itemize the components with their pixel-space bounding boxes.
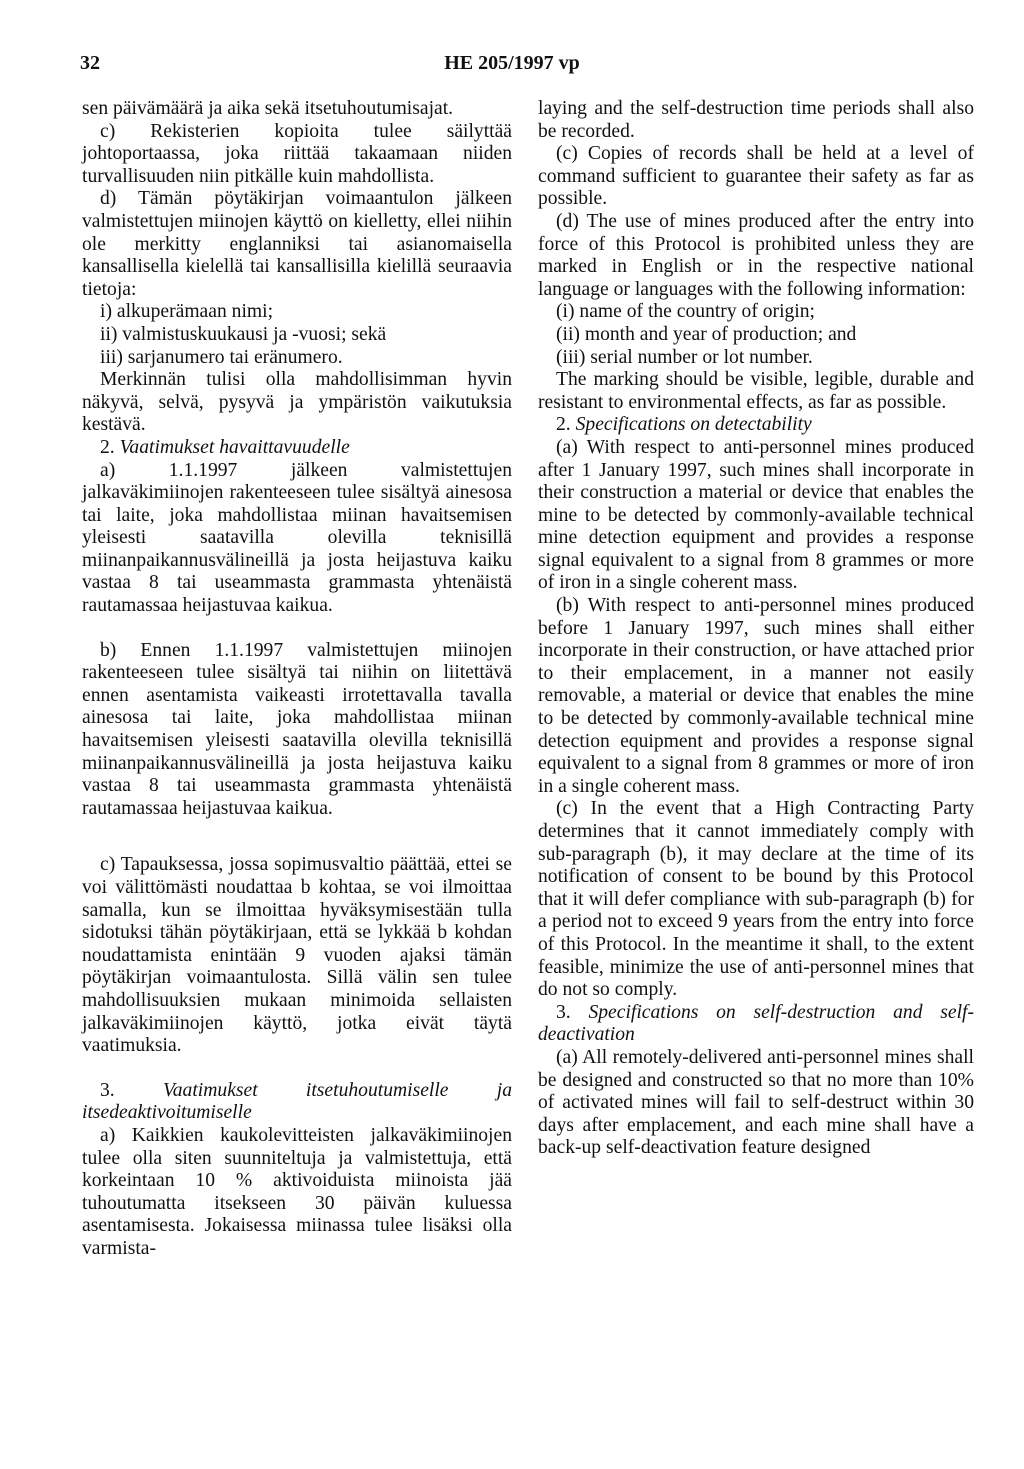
paragraph: b) Ennen 1.1.1997 valmistettujen miinojen rakenteeseen tulee sisältyä tai niihin on liitettävä ennen asentamista vaikeasti irrotettavalla tavalla ainesosa tai laite, joka mahdollistaa miinan havaitsemisen yleisesti saatavilla olevilla teknisillä miinanpaikannusvälineillä ja josta heijastuva kaiku vastaa 8 tai useammasta grammasta yhtenäistä rautamassaa heijastuvaa kaikua. (82, 639, 512, 819)
list-item: (i) name of the country of origin; (556, 301, 815, 323)
paragraph: (a) All remotely-delivered anti-personnel mines shall be designed and constructed so that no more than 10% of activated mines will fail to self-destruct within 30 days after emplacement, and each mine shall have a back-up self-deactivation feature designed (538, 1046, 974, 1159)
section-title: Vaatimukset havaittavuudelle (119, 436, 350, 458)
section-number: 3. (556, 1001, 571, 1023)
paragraph: Merkinnän tulisi olla mahdollisimman hyvin näkyvä, selvä, pysyvä ja ympäristön vaikutuksia kestävä. (82, 369, 512, 436)
section-title: Specifications on detectability (575, 414, 812, 436)
list-item: i) alkuperämaan nimi; (100, 301, 274, 323)
paragraph: (c) In the event that a High Contracting Party determines that it cannot immediately comply with sub-paragraph (b), it may declare at the time of its notification of consent to be bound by this Protocol that it will defer compliance with sub-paragraph (b) for a period not to exceed 9 years from the entry into force of this Protocol. In the meantime it shall, to the extent feasible, minimize the use of anti-personnel mines that do not so comply. (538, 798, 974, 1001)
list-item: (ii) month and year of production; and (556, 323, 857, 345)
paragraph: The marking should be visible, legible, durable and resistant to environmental effects, as far as possible. (538, 369, 974, 413)
section-title: Vaatimukset itsetuhoutumiselle ja itsedeaktivoitumiselle (82, 1079, 512, 1124)
list-item: iii) sarjanumero tai eränumero. (100, 346, 343, 368)
paragraph: (b) With respect to anti-personnel mines produced before 1 January 1997, such mines shall either incorporate in their construction, or have attached prior to their emplacement, in a manner not easily removable, a material or device that enables the mine to be detected by commonly-available technical mine detection equipment and provides a response signal equivalent to a signal from 8 grammes or more of iron in a single coherent mass. (538, 595, 974, 797)
paragraph: c) Rekisterien kopioita tulee säilyttää johtoportaassa, joka riittää takaamaan niiden turvallisuuden niin pitkälle kuin mahdollista. (82, 120, 512, 187)
section-heading (538, 414, 974, 437)
section-number: 2. (556, 414, 571, 436)
list-item: (iii) serial number or lot number. (556, 346, 813, 368)
paragraph: (c) Copies of records shall be held at a level of command sufficient to guarantee their safety as far as possible. (538, 143, 974, 210)
document-id: HE 205/1997 vp (444, 52, 580, 74)
section-number: 3. (100, 1079, 115, 1101)
paragraph: (a) With respect to anti-personnel mines produced after 1 January 1997, such mines shall incorporate in their construction a material or device that enables the mine to be detected by commonly-available technical mine detection equipment and provides a response signal equivalent to a signal from 8 grammes or more of iron in a single coherent mass. (538, 436, 974, 594)
section-number: 2. (100, 436, 115, 458)
paragraph: sen päivämäärä ja aika sekä itsetuhoutumisajat. (82, 98, 454, 119)
paragraph: a) 1.1.1997 jälkeen valmistettujen jalkaväkimiinojen rakenteeseen tulee sisältyä ainesosa tai laite, joka mahdollistaa miinan havaitsemisen yleisesti saatavilla olevilla teknisillä miinanpaikannusvälineillä ja josta heijastuva kaiku vastaa 8 tai useammasta grammasta yhtenäistä rautamassaa heijastuvaa kaikua. (82, 459, 512, 617)
paragraph: d) Tämän pöytäkirjan voimaantulon jälkeen valmistettujen miinojen käyttö on kielletty, ellei niihin ole merkitty englanniksi tai asianomaisella kansallisella kielellä tai kansallisilla kielillä seuraavia tietoja: (82, 188, 512, 300)
paragraph: c) Tapauksessa, jossa sopimusvaltio päättää, ettei se voi välittömästi noudattaa b kohtaa, se voi ilmoittaa samalla, kun se ilmoittaa hyväksymisestään tulla sidotuksi tähän pöytäkirjaan, että se lykkää b kohdan noudattamista enintään 9 vuoden ajaksi tämän pöytäkirjan voimaantulosta. Sillä välin sen tulee mahdollisuuksien mukaan minimoida sellaisten jalkaväkimiinojen käyttö, jotka eivät täytä vaatimuksia. (82, 854, 512, 1057)
page-number: 32 (80, 52, 100, 74)
section-title: Specifications on self-destruction and self-deactivation (538, 1001, 974, 1046)
paragraph: a) Kaikkien kaukolevitteisten jalkaväkimiinojen tulee olla siten suunniteltuja ja valmistettuja, että korkeintaan 10 % aktivoiduista miinoista jää tuhoutumatta itsekseen 30 päivän kuluessa asentamisesta. Jokaisessa miinassa tulee lisäksi olla varmista- (82, 1124, 512, 1259)
page-header (0, 52, 1024, 76)
paragraph: (d) The use of mines produced after the entry into force of this Protocol is prohibited unless they are marked in English or in the respective national language or languages with the following information: (538, 210, 974, 300)
english-column (538, 98, 974, 1160)
finnish-column (82, 98, 512, 1261)
section-heading (82, 1080, 512, 1125)
list-item: ii) valmistuskuukausi ja -vuosi; sekä (100, 323, 387, 345)
section-heading (82, 437, 512, 460)
paragraph: laying and the self-destruction time periods shall also be recorded. (538, 98, 974, 142)
section-heading (538, 1002, 974, 1047)
